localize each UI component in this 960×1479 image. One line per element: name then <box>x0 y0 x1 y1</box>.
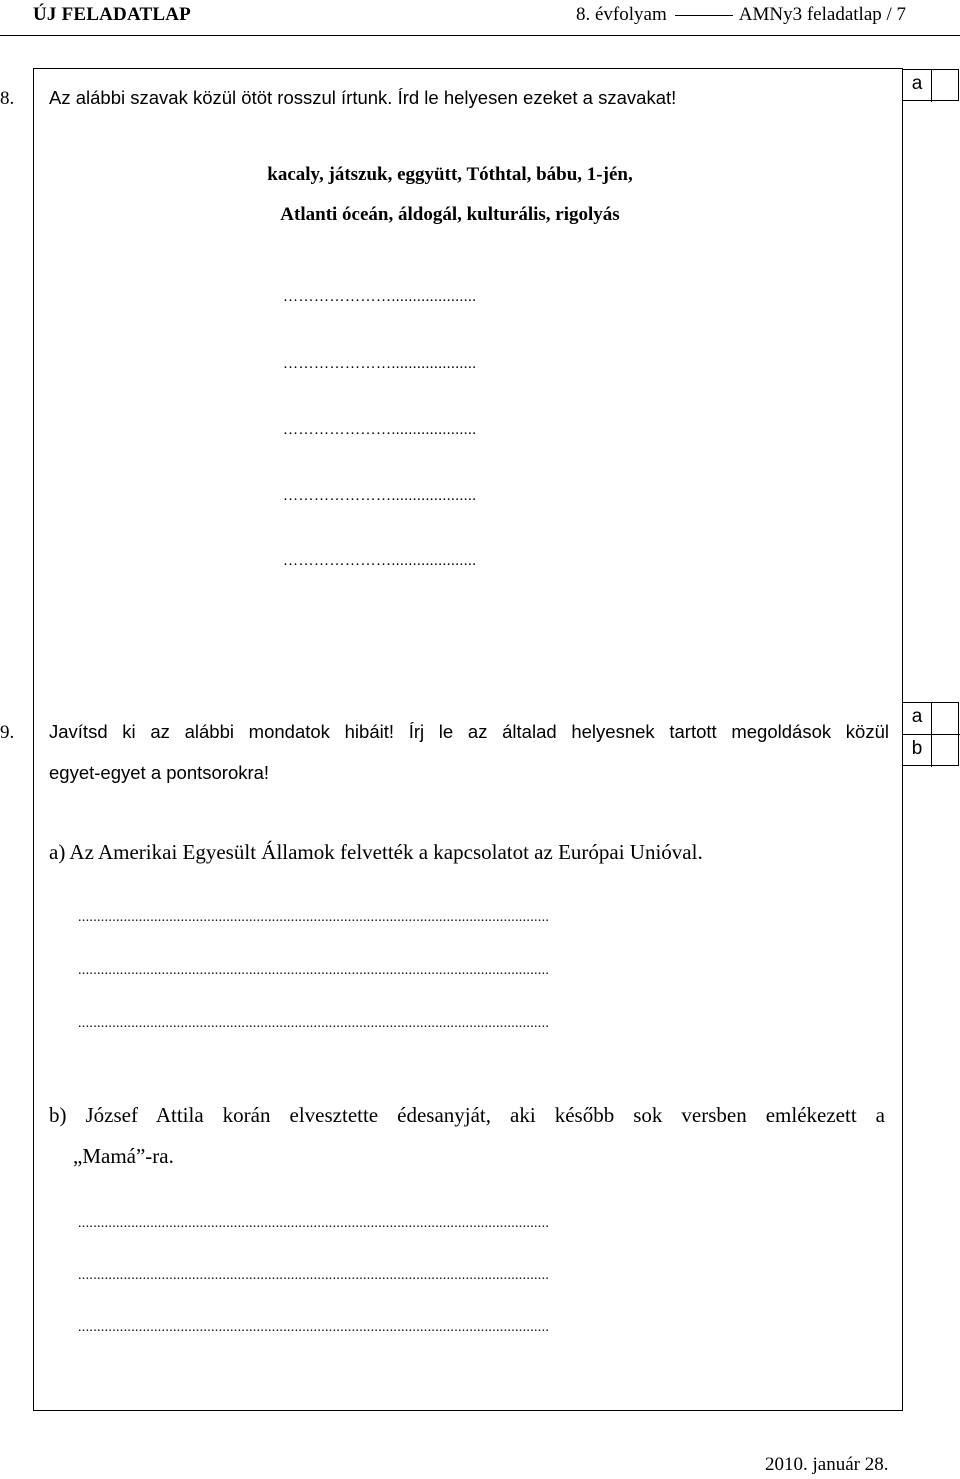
task9-instruction-line1: Javítsd ki az alábbi mondatok hibáit! Írj le az általad helyesnek tartott megoldások közül <box>49 721 889 742</box>
sheet-label: AMNy3 feladatlap / 7 <box>738 4 907 25</box>
task9b-answer-line-3[interactable]: ............................................................................................................................ <box>78 1320 550 1335</box>
score-cell-a[interactable] <box>931 703 960 735</box>
task8-answer-line-1[interactable]: ………………….................... <box>283 289 477 305</box>
task8-instruction: Az alábbi szavak közül ötöt rosszul írtunk. Írd le helyesen ezeket a szavakat! <box>49 87 677 108</box>
task9-number: 9. <box>0 722 15 743</box>
grade-label: 8. évfolyam <box>576 4 667 25</box>
score-cell-b[interactable] <box>931 735 960 767</box>
score-label-a: a <box>911 706 923 727</box>
task8-number: 8. <box>0 88 15 109</box>
task9b-answer-line-2[interactable]: ............................................................................................................................ <box>78 1268 550 1283</box>
task9a-answer-line-3[interactable]: ............................................................................................................................ <box>78 1016 550 1031</box>
task9-instruction-line2: egyet-egyet a pontsorokra! <box>49 762 270 783</box>
task9-sentence-a: a) Az Amerikai Egyesült Államok felvették a kapcsolatot az Európai Unióval. <box>49 840 703 864</box>
task8-score-box <box>902 69 959 101</box>
footer-date: 2010. január 28. <box>765 1454 889 1475</box>
task9-sentence-b-line2: „Mamá”-ra. <box>73 1144 174 1168</box>
task9-sentence-b-line1: b) József Attila korán elvesztette édesanyját, aki később sok versben emlékezett a <box>49 1103 885 1127</box>
task9a-answer-line-1[interactable]: ............................................................................................................................ <box>78 910 550 925</box>
task9b-answer-line-1[interactable]: ............................................................................................................................ <box>78 1216 550 1231</box>
task8-words-line2: Atlanti óceán, áldogál, kulturális, rigolyás <box>280 204 620 225</box>
page-header-info <box>576 4 906 26</box>
header-rule <box>0 35 960 36</box>
page-header-title: ÚJ FELADATLAP <box>33 4 191 25</box>
task9-score-box <box>902 702 959 766</box>
score-label-b: b <box>911 738 923 759</box>
task8-answer-line-4[interactable]: ………………….................... <box>283 488 477 504</box>
task9a-answer-line-2[interactable]: ............................................................................................................................ <box>78 963 550 978</box>
task8-answer-line-5[interactable]: ………………….................... <box>283 553 477 569</box>
task8-words-line1: kacaly, játszuk, eggyütt, Tóthtal, bábu, 1-jén, <box>267 164 633 185</box>
header-dash <box>675 15 733 16</box>
score-cell[interactable] <box>931 70 960 102</box>
score-label-a: a <box>911 73 923 94</box>
task8-answer-line-3[interactable]: ………………….................... <box>283 422 477 438</box>
task8-answer-line-2[interactable]: ………………….................... <box>283 356 477 372</box>
